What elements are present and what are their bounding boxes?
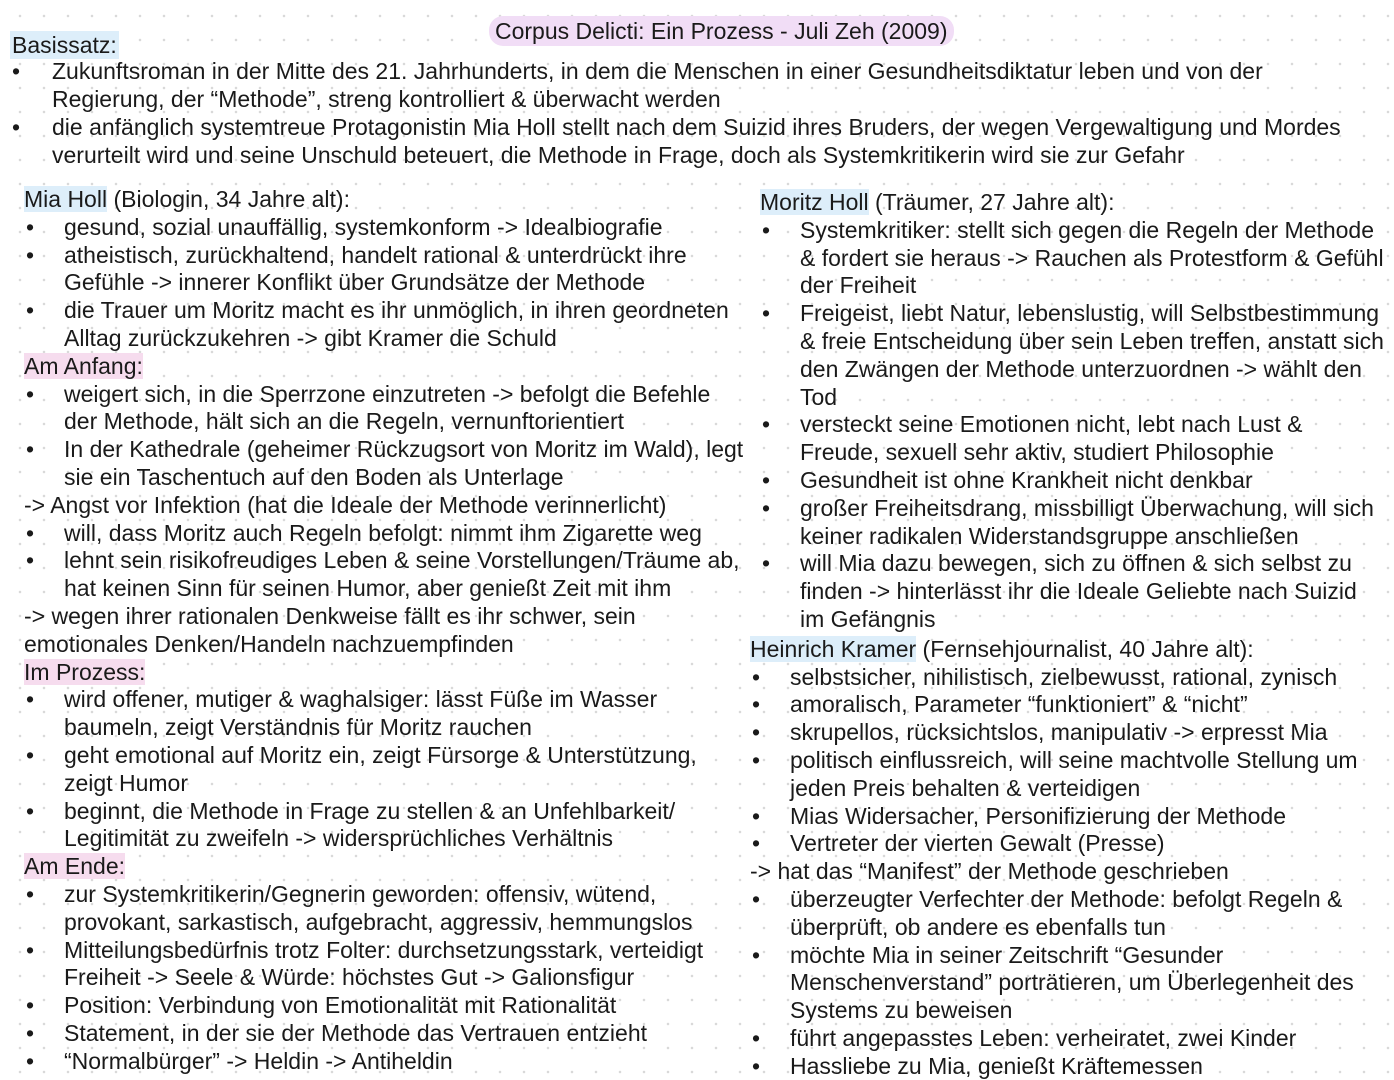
moritz-list [760,217,1385,634]
list-item: • Systemkritiker: stellt sich gegen die Regeln der Methode & fordert sie heraus -> Rauchen als Protestform & Gefühl der Freiheit [760,217,1385,300]
list-item: • Gesundheit ist ohne Krankheit nicht denkbar [760,467,1385,495]
list-item: • die anfänglich systemtreue Protagonistin Mia Holl stellt nach dem Suizid ihres Bruders, der wegen Vergewaltigung und Mordes verurteilt wird und seine Unschuld beteuert, die Methode in Frage, doch als Systemkritikerin wird sie zur Gefahr [10,113,1380,169]
im-prozess-list [24,686,744,853]
list-item: • Hassliebe zu Mia, genießt Kräftemessen [750,1053,1385,1080]
list-item: • zur Systemkritikerin/Gegnerin geworden: offensiv, wütend, provokant, sarkastisch, aufgebracht, aggressiv, hemmungslos [24,881,744,937]
list-item: • möchte Mia in seiner Zeitschrift “Gesunder Menschenverstand” porträtieren, um Überlegenheit des Systems zu beweisen [750,942,1385,1025]
list-item: • die Trauer um Moritz macht es ihr unmöglich, in ihren geordneten Alltag zurückzukehren -> gibt Kramer die Schuld [24,297,744,353]
list-item: • Position: Verbindung von Emotionalität mit Rationalität [24,992,744,1020]
moritz-name: Moritz Holl [760,189,869,215]
list-item: • beginnt, die Methode in Frage zu stellen & an Unfehlbarkeit/ Legitimität zu zweifeln -> widersprüchliches Verhältnis [24,798,744,854]
kramer-name: Heinrich Kramer [750,635,917,662]
list-item: • will, dass Moritz auch Regeln befolgt: nimmt ihm Zigarette weg [24,520,744,548]
mia-name: Mia Holl [24,186,108,212]
list-item: • überzeugter Verfechter der Methode: befolgt Regeln & überprüft, ob andere es ebenfalls tun [750,886,1385,942]
list-item: • skrupellos, rücksichtslos, manipulativ -> erpresst Mia [750,719,1385,747]
list-item: • will Mia dazu bewegen, sich zu öffnen & sich selbst zu finden -> hinterlässt ihr die Ideale Geliebte nach Suizid im Gefängnis [760,550,1385,633]
list-item: • politisch einflussreich, will seine machtvolle Stellung um jeden Preis behalten & verteidigen [750,747,1385,803]
am-anfang-note-1: -> Angst vor Infektion (hat die Ideale der Methode verinnerlicht) [24,491,667,518]
list-item: • Mias Widersacher, Personifizierung der Methode [750,803,1385,831]
list-item: • führt angepasstes Leben: verheiratet, zwei Kinder [750,1025,1385,1053]
moritz-heading [750,189,1385,217]
kramer-list-2 [750,886,1385,1080]
list-item: • In der Kathedrale (geheimer Rückzugsort von Moritz im Wald), legt sie ein Taschentuch auf den Boden als Unterlage [24,436,744,492]
kramer-list-1 [750,664,1385,859]
mia-intro-list [24,214,744,353]
mia-heading [24,186,744,214]
basissatz-list [10,57,1380,169]
am-ende-heading: Am Ende: [24,853,125,880]
list-item: • Zukunftsroman in der Mitte des 21. Jahrhunderts, in dem die Menschen in einer Gesundheitsdiktatur leben und von der Regierung, der “Methode”, streng kontrolliert & überwacht werden [10,57,1380,113]
list-item: • selbstsicher, nihilistisch, zielbewusst, rational, zynisch [750,664,1385,692]
im-prozess-heading: Im Prozess: [24,658,146,685]
list-item: • Mitteilungsbedürfnis trotz Folter: durchsetzungsstark, verteidigt Freiheit -> Seele & Würde: höchstes Gut -> Galionsfigur [24,937,744,993]
list-item: • Vertreter der vierten Gewalt (Presse) [750,830,1385,858]
list-item: • lehnt sein risikofreudiges Leben & seine Vorstellungen/Träume ab, hat keinen Sinn für seinen Humor, aber genießt Zeit mit ihm [24,547,744,603]
list-item: • amoralisch, Parameter “funktioniert” & “nicht” [750,691,1385,719]
kramer-heading [750,636,1385,664]
page-title: Corpus Delicti: Ein Prozess - Juli Zeh (2009) [489,16,954,46]
am-anfang-heading: Am Anfang: [24,352,143,379]
am-anfang-note-2: -> wegen ihrer rationalen Denkweise fällt es ihr schwer, sein emotionales Denken/Handeln nachzuempfinden [24,602,636,657]
list-item: • geht emotional auf Moritz ein, zeigt Fürsorge & Unterstützung, zeigt Humor [24,742,744,798]
list-item: • weigert sich, in die Sperrzone einzutreten -> befolgt die Befehle der Methode, hält sich an die Regeln, vernunftorientiert [24,381,744,437]
am-ende-list [24,881,744,1076]
list-item: • “Normalbürger” -> Heldin -> Antiheldin [24,1048,744,1076]
basissatz-heading: Basissatz: [12,32,117,58]
list-item: • wird offener, mutiger & waghalsiger: lässt Füße im Wasser baumeln, zeigt Verständnis für Moritz rauchen [24,686,744,742]
am-anfang-list-2 [24,520,744,603]
list-item: • Statement, in der sie der Methode das Vertrauen entzieht [24,1020,744,1048]
right-column [750,189,1385,1080]
am-anfang-list-1 [24,381,744,492]
mia-desc: (Biologin, 34 Jahre alt): [107,186,350,212]
moritz-desc: (Träumer, 27 Jahre alt): [868,189,1115,215]
kramer-desc: (Fernsehjournalist, 40 Jahre alt): [916,635,1254,662]
list-item: • großer Freiheitsdrang, missbilligt Überwachung, will sich keiner radikalen Widerstandsgruppe anschließen [760,495,1385,551]
kramer-note: -> hat das “Manifest” der Methode geschrieben [750,858,1229,885]
list-item: • Freigeist, liebt Natur, lebenslustig, will Selbstbestimmung & freie Entscheidung über sein Leben treffen, anstatt sich den Zwängen der Methode unterzuordnen -> wählt den Tod [760,300,1385,411]
mia-section [24,186,744,1076]
list-item: • atheistisch, zurückhaltend, handelt rational & unterdrückt ihre Gefühle -> innerer Konflikt über Grundsätze der Methode [24,242,744,298]
list-item: • gesund, sozial unauffällig, systemkonform -> Idealbiografie [24,214,744,242]
list-item: • versteckt seine Emotionen nicht, lebt nach Lust & Freude, sexuell sehr aktiv, studiert Philosophie [760,411,1385,467]
